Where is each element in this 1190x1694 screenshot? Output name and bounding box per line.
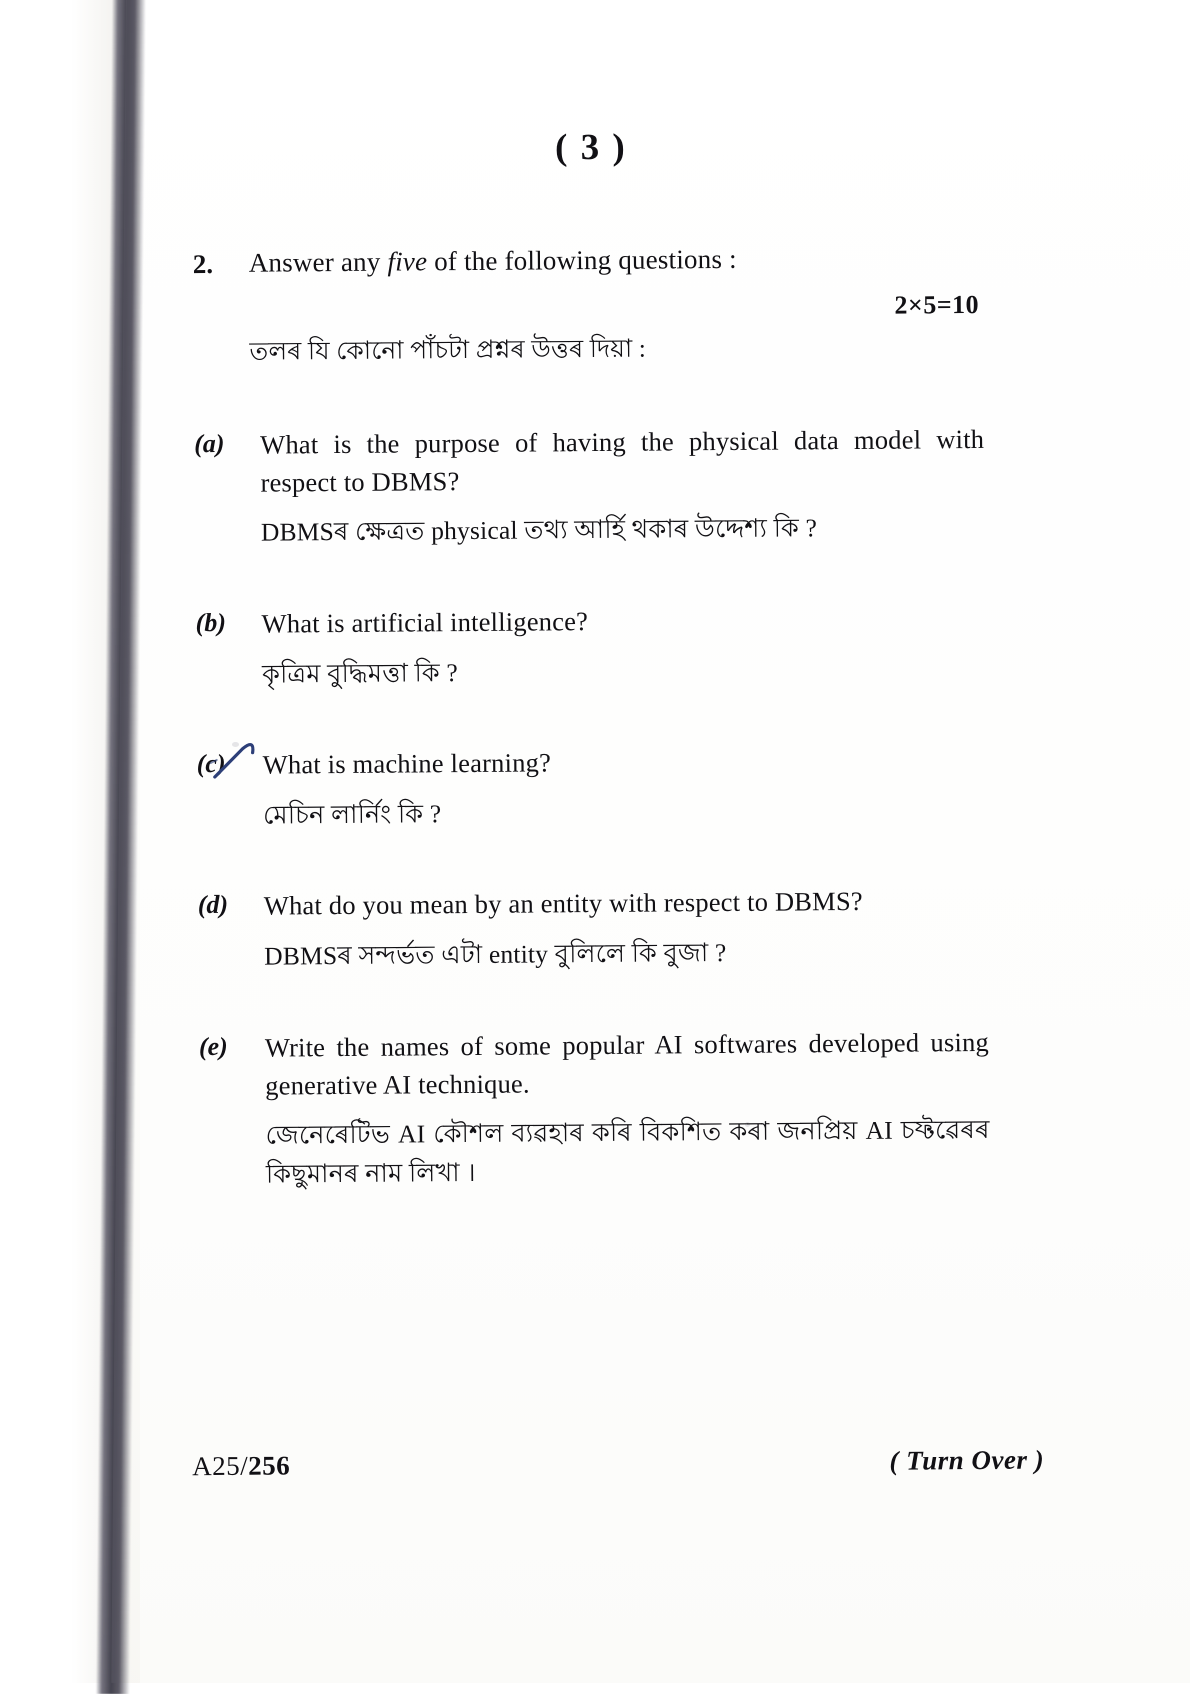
question-stem-english (249, 243, 737, 280)
question-stem-row (193, 241, 983, 280)
sub-question-body-b (261, 599, 986, 694)
sub-question-b-assamese: কৃত্ৰিম বুদ্ধিমত্তা কি ? (261, 657, 459, 689)
sub-question-b (195, 599, 986, 694)
sub-question-e-assamese: জেনেৰেটিভ AI কৌশল ব্যৱহাৰ কৰি বিকশিত কৰা জনপ্ৰিয় AI চফ্টৱেৰৰ কিছুমানৰ নাম লিখা । (265, 1115, 990, 1189)
sub-question-body-d (264, 881, 989, 976)
sub-question-a-assamese: DBMSৰ ক্ষেত্ৰত physical তথ্য আৰ্হি থকাৰ উদ্দেশ্য কি ? (260, 513, 818, 547)
stem-text-after: of the following questions : (427, 243, 737, 277)
sub-question-label-d: (d) (197, 890, 229, 920)
turn-over-note: ( Turn Over ) (889, 1444, 1045, 1476)
page-number: ( 3 ) (554, 126, 627, 169)
sub-question-label-a: (a) (194, 428, 225, 458)
sub-question-a-english: What is the purpose of having the physical data model with respect to DBMS? (260, 423, 985, 498)
sub-question-body-a (260, 419, 985, 552)
paper-code-prefix: A25/ (192, 1450, 249, 1482)
marks-allocation: 2×5=10 (894, 289, 980, 320)
sub-question-body-e (265, 1023, 990, 1195)
sub-question-c (197, 740, 988, 835)
sub-question-list (194, 419, 990, 1195)
sub-question-label-b: (b) (195, 607, 227, 638)
stem-text-italic: five (387, 246, 428, 277)
sub-question-b-english: What is artificial intelligence? (261, 606, 589, 639)
sub-question-e-english: Write the names of some popular AI softwares developed using generative AI technique. (264, 1026, 990, 1101)
sub-question-c-assamese: মেচিন লাৰ্নিং কি ? (262, 798, 442, 830)
sub-question-d (198, 881, 989, 976)
question-2-block (193, 241, 991, 1239)
sub-question-d-assamese: DBMSৰ সন্দৰ্ভত এটা entity বুলিলে কি বুজা ? (264, 937, 727, 971)
sub-question-label-c: (c) (196, 749, 226, 779)
paper-code-footer (192, 1450, 290, 1482)
sub-question-d-english: What do you mean by an entity with respect to DBMS? (263, 886, 863, 922)
sub-question-a (194, 419, 985, 553)
sub-question-c-english: What is machine learning? (262, 747, 552, 780)
paper-code-number: 256 (248, 1450, 291, 1481)
sub-question-e (199, 1023, 990, 1196)
stem-text-before: Answer any (248, 246, 388, 278)
sub-question-label-e: (e) (198, 1031, 228, 1061)
question-number: 2. (192, 248, 214, 280)
sub-question-body-c (263, 740, 988, 835)
question-stem-assamese: তলৰ যি কোনো পাঁচটা প্ৰশ্নৰ উত্তৰ দিয়া : (249, 335, 647, 366)
